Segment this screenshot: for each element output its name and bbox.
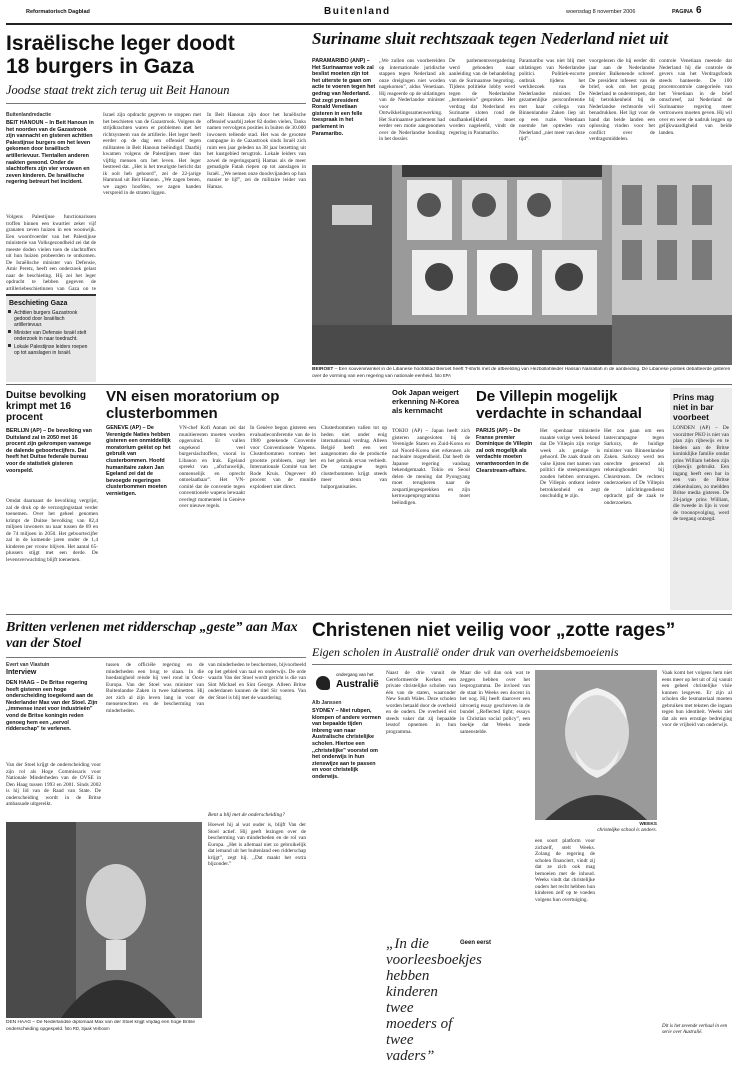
bullet-icon: [8, 344, 11, 347]
villepin-col3: Het zou gaan om een lastercampagne tegen Sarkozy, de huidige minister van Binnenlandse Zaken. Sarkozy werd ten onrechte genoemd als rekeninghouder bij Clearstream. De rechters onderzoeken of De Villepin de inlichtingendienst opdracht gaf de zaak te onderzoeken.: [604, 428, 664, 506]
weeks-caption: [535, 822, 657, 834]
prins-body: LONDEN (AP) – De voorzitter PKO is niet van plan zijn rijbewijs en te bieden aan de Britse koninklijke familie omdat prins William hebben zijn rijbewijs gebruikt. Een ingang heeft een bar in een van de Britse ziekenhuizen, zo meldden Britse media gisteren. De 24-jarige prins William, die tweede in lijn is voor de troonopvolging, werd de toegang ontzegd.: [673, 425, 729, 522]
christenen-col2: Naast de drie vanuit de Gereformeerde Kerken een private christelijke scholen van één van de staten, waaronder New South Wales. Deze scholen worden betaald door de overheid en de ouders. De overheid eist steeds vaker dat zij bepaalde lesstof opnemen in hun programma.: [386, 670, 456, 735]
gaza-box-item: Lokale Palestijnse leiders roepen op tot aanslagen in Israël.: [6, 343, 96, 357]
header-date: woensdag 8 november 2006: [566, 9, 636, 15]
newspaper-name: Reformatorisch Dagblad: [26, 9, 90, 15]
gaza-col2: Israel zijn opdracht gegeven te stoppen met het beschieten van de Gazastrook. Volgens de strijdkrachten waren er problemen met het richtsysteem van de artillerie. Het leger heeft eerder op de dag een offensief tegen militanten in Beit Hanoun beëindigd. Daarbij kwamen volgens de Palestijnen meer dan vijftig mensen om het leven. Het leger bestreed dat. ,,Het is het treurigste bericht dat ik ooit heb gehoord”, zei de 22-jarige Hammad uit Beit Hanoun. ,,We zagen benen, we zagen hoofden, we zagen handen verspreid in de straten liggen.: [103, 112, 201, 196]
stoel-col2: tussen de officiële regering en de minderheden een brug te slaan. In die hoedanigheid reisde hij veel rond in Oost-Europa. Van der Stoel was minister van Buitenlandse Zaken in twee kabinetten. Hij zet zich al zijn leven lang in voor de mensenrechten en de bescherming van minderheden.: [106, 662, 204, 714]
stoel-question: Bent u blij met de onderscheiding?: [208, 812, 285, 818]
suriname-col2: ,,We zullen ons voorbereiden op internationale juridische stappen tegen Nederland als onze dreigingen niet worden nagekomen”, aldus Venetiaan. Hij reageerde op de uitlatingen van de Nederlandse minister voor Ontwikkelingssamenwerking. Het Surinaamse parlement had eerder een motie aangenomen over de Nederlandse houding in het dossier.: [379, 58, 445, 142]
vn-col4: Clusterbommen vallen tot op heden niet onder enig internationaal verdrag. Alleen België heeft een wet aangenomen die de productie en het gebruik ervan verbiedt. De campagne tegen clusterbommen krijgt steeds meer steun van hulporganisaties.: [321, 425, 387, 490]
vn-col3: In Genève begon gisteren een evaluatieconferentie van de in 1980 getekende Conventie voor Conventionele Wapens. Clusterbommen vormen het grootste probleem, zegt het Internationale Comité van het Rode Kruis. Ongeveer 40 procent van de munitie explodeert niet direct.: [250, 425, 316, 490]
kangaroo-icon: [316, 676, 330, 690]
stoel-photo: [6, 822, 202, 1018]
stoel-photo-caption: DEN HAAG – De Nederlandse diplomaat Max van der Stoel krijgt vrijdag een hoge Britse onderscheiding opgespeld. foto RD, Sjaak Verboom: [6, 1020, 196, 1032]
weeks-photo: [535, 670, 657, 820]
christenen-byline: Alb Janssen: [312, 700, 342, 706]
mid-rule: [6, 384, 732, 385]
christenen-subhead: Eigen scholen in Australië onder druk van overheidsbemoeienis: [312, 645, 619, 659]
gaza-col3: In Beit Hanoun zijn door het Israëlische offensief waarbij zeker 82 doden vielen, Tanks namen vervolgens posities in buiten de 30.000 inwoners tellende stad. Het was de grootste campagne in de Gazastrook sinds Israël zich ruim een jaar geleden na 38 jaar bezetting uit het kustgebied terugtrok. Lokale leiders van zowel de regeringspartij Hamas als de meer gematigde Fatah riepen op tot aanslagen in Israël. ,,We nemen onze doodsvijanden op hun manier te lijf”, zei de militaire leider van Hamas.: [207, 112, 306, 190]
gaza-lead: BEIT HANOUN – In Beit Hanoun in het noorden van de Gazastrook zijn vannacht en gisteren achttien Palestijnse burgers om het leven gekomen door Israëlisch artillerievuur. Tientallen anderen raakten gewond. Onder de slachtoffers zijn vier vrouwen en zeven kinderen. De Israëlische regering betreurt het incident.: [6, 120, 94, 186]
header-rule: [6, 23, 732, 25]
prins-headline: Prins mag niet in bar voorbeet: [673, 392, 715, 422]
stoel-divider: [6, 657, 306, 658]
logo-title: Australië: [336, 679, 379, 690]
gaza-box-item: Achttien burgers Gazastrook gedood door Israëlisch artillerievuur.: [6, 309, 96, 329]
australia-logo: [312, 670, 382, 698]
caption-text: Een souvenirwinkel in de Libanese hoofdstad Beiroet heeft T-shirts met de afbeelding van Hezbollahleider Hassan Nasrallah in de aanbieding. De Libanese politiek debatteerde gisteren over de vorming van een regering van nationale eenheid.: [312, 367, 731, 379]
stoel-col1: Van der Stoel krijgt de onderscheiding voor zijn rol als Hoge Commissaris voor Nationale Minderheden van de OVSE in Den Haag tussen 1993 en 2001. Sinds 2002 is hij lid van de Raad van State. De onderscheiding wordt in de Britse ambassade uitgereikt.: [6, 762, 101, 807]
bullet-icon: [8, 310, 11, 313]
page-number: 6: [696, 5, 702, 16]
stoel-lead: DEN HAAG – De Britse regering heeft gisteren een hoge onderscheiding toegekend aan de Nederlander Max van der Stoel. Zijn ,,immense inzet voor industrieën” vond de Britse koningin reden genoeg hem een ,,eervol ridderschap” te verlenen.: [6, 680, 98, 733]
korea-body: TOKIO (AP) – Japan heeft zich gisteren aangesloten bij de Verenigde Staten en Zuid-Korea en zal Noord-Korea niet erkennen als nucleaire mogendheid. Dat heeft de Japanse regering vandaag bekendgemaakt. Tokio en Seoul delen de mening dat Pyongyang moet terugkeren naar de zespartijengesprekken en zijn kernwapenprogramma moet beëindigen.: [392, 428, 470, 506]
vn-headline: VN eisen moratorium op clusterbommen: [106, 388, 280, 422]
prins-box: [670, 388, 732, 610]
duitse-headline: Duitse bevolking krimpt met 16 procent: [6, 390, 87, 423]
weeks-portrait: [535, 670, 657, 820]
suriname-col4: Paramaribo was niet blij met uitlatingen van Nederlandse politici. Politiek-escorte ontbrak tijdens het werkbezoek van de Nederlandse minister. De gezamenlijke persconferentie met haar collega van Binnenlandse Zaken liep uit op een ruzie. Venetiaan noemde het optreden van Nederland ,,niet meer van deze tijd”.: [519, 58, 585, 142]
lower-rule: [6, 614, 732, 615]
photo-credit: foto EPA: [434, 373, 451, 378]
section-title: Buitenland: [324, 6, 391, 17]
weeks-name: WEEKS: [639, 822, 657, 827]
beirut-photo-illustration: [312, 165, 732, 365]
christenen-subhead2: Geen eerst: [460, 940, 492, 946]
vn-col2: VN-chef Kofi Annan zei dat munitieresten moeten worden opgeruimd. Er vallen ongekend veel burgerslachtoffers, vooral in Libanon en Irak. Egeland spreekt van ,,afschuwelijk, onmenselijk en oprecht ontoelaatbaar”. Het VN-comité dat de conventie tegen conventionele wapens bewaakt overlegt momenteel in Genève over nieuwe regels.: [179, 425, 245, 509]
caption-label: BEIROET: [312, 367, 334, 372]
korea-headline: Ook Japan weigert erkenning N-Korea als kernmacht: [392, 388, 460, 415]
duitse-body: Omdat daarnaast de bevolking vergrijst, zal de druk op de verzorgingsstaat verder toenemen. Over het geheel genomen krimpt de Duitse bevolking van 82,4 miljoen inwoners nu naar tussen de 69 en de 74 miljoen in 2050. Het geboortecijfer zal in de komende jaren onder de 1,4 kinderen per vrouw blijven. Het aantal 65-plussers stijgt met een derde. De levensverwachting blijft toenemen.: [6, 498, 98, 563]
gaza-byline: Buitenlandredactie: [6, 112, 52, 118]
villepin-col2: Het openbaar ministerie maakte vorige week bekend dat De Villepin zijn vorige week als getuige is gehoord. De zaak draait om valse lijsten met namen van politici die steekpenningen zouden hebben ontvangen. De Villepin ontkent iedere betrokkenheid en zegt onschuldig te zijn.: [540, 428, 600, 499]
stoel-portrait: [6, 822, 202, 1018]
suriname-lead: PARAMARIBO (ANP) – Het Surinaamse volk zal beslist moeten zijn tot het uiterste te gaan om actie te voeren tegen het gedrag van Nederland. Dat zegt president Ronald Venetiaan gisteren in een felle toespraak in het parlement in Paramaribo.: [312, 58, 376, 137]
gaza-subhead: Joodse staat trekt zich terug uit Beit Hanoun: [6, 83, 230, 97]
gaza-col1: Volgens Palestijnse functionarissen troffen binnen een kwartier zeker vijf granaten zeven huizen in een woonwijk. Een woordvoerder van het Palestijnse ministerie van Volksgezondheid zei dat de meeste doden vielen toen de slachtoffers uit hun huizen probeerden te ontkomen. De Israëlische minister van Defensie, Amir Peretz, heeft een onderzoek gelast naar de beschieting. Hij zei het leger opdracht te hebben gegeven de artilleriebeschietingen van Gaza op te: [6, 214, 96, 290]
christenen-col5: een soort platform voor zichzelf, stelt Weeks. Zolang de regering de scholen financiert, vindt zij dat ze zich ook mag bemoeien met de inhoud. Weeks vindt dat christelijke ouders het recht hebben hun kinderen zelf op te voeden volgens hun overtuiging.: [535, 838, 595, 903]
christenen-divider: [312, 664, 732, 665]
logo-caption: ondergang van het: [336, 672, 374, 677]
suriname-col6: controle Venetiaan meende dat Nederland hij die controle de gevers van het Verdragsfonds steeds hanteerde. De 100 procentcontrole categorieën van het Venetiaan in de brief omschreef, zal Nederland de Surinaamse regering meer vertrouwen moeten geven. Hij wil over en weer de nadruk leggen op gelijkwaardigheid van beide landen.: [659, 58, 732, 136]
stoel-col4: Hoewel hij al wat ouder is, blijft Van der Stoel actief. Hij geeft lezingen over de bescherming van minderheden en de rol van Europa. ,,Het is allemaal niet zo gebruikelijk dat iemand uit het buitenland een ridderschap krijgt”, zegt hij. ,,Dat maakt het extra bijzonder.”: [208, 822, 306, 867]
christenen-headline: Christenen niet veilig voor „zotte rages”: [312, 620, 676, 641]
stoel-kicker: Interview: [6, 669, 37, 676]
stoel-byline: Evert van Vlastuin: [6, 662, 50, 668]
gaza-headline: Israëlische leger doodt 18 burgers in Gaza: [6, 32, 235, 78]
suriname-headline: Suriname sluit rechtszaak tegen Nederland niet uit: [312, 29, 669, 48]
stoel-headline: Britten verlenen met ridderschap „geste” aan Max van der Stoel: [6, 620, 298, 651]
suriname-col5: voorgelezen die hij eerder dit jaar aan de Nederlandse premier Balkenende schreef. De president infeeest van de brief, ook om het gezag Nederland te onderstrepen, dat hij betrokkenheid bij de Nederlandse rechtsorde wil benadrukken. Het ligt voor de hand dat beide landen een oplossing vinden voor het conflict over de verdragsmiddelen.: [589, 58, 655, 142]
weeks-caption-text: christelijke school is anders.: [597, 828, 657, 833]
gaza-info-box: [6, 294, 96, 382]
christenen-col3: Maar die wil dan ook wat te zeggen hebben over het lesprogramma. De invloed van de staat in Weeks een docent in het oog. Hij heeft daarover een uitvoerig essay geschreven in de bundel ,,Reflected light; essays in Christian social policy”, een boekje dat Weeks mede samenstelde.: [460, 670, 530, 735]
vn-lead: GENEVE (AP) – De Verenigde Naties hebben gisteren een onmiddellijk moratorium geëist op het gebruik van clusterbommen. Hoofd humanitaire zaken Jan Egeland zei dat de bevoegde regeringen clusterbommen moeten vernietigen.: [106, 425, 171, 497]
gaza-divider: [6, 103, 306, 104]
bullet-icon: [8, 330, 11, 333]
beirut-photo: [312, 165, 732, 365]
christenen-col6: Vaak komt het volgens hem niet eens meer op het uit of zij vanuit een geheel christelijke visie kunnen lesgeven. Er zijn al scholen die lesmateriaal moeten gebruiken met teksten die ingaan tegen hun identiteit. Weeks ziet dat als een ernstige bedreiging voor de vrijheid van onderwijs.: [662, 670, 732, 728]
header-bar: [6, 6, 732, 20]
villepin-lead: PARIJS (AP) – De Franse premier Dominique de Villepin zal ook mogelijk als verdachte moeten verantwoorden in de Clearstream-affaire.: [476, 428, 533, 474]
gaza-box-item: Minister van Defensie Israël stelt onderzoek in naar toedracht.: [6, 329, 96, 343]
stoel-photo-credit: foto RD, Sjaak Verboom: [64, 1026, 110, 1031]
duitse-lead: BERLIJN (AP) – De bevolking van Duitsland zal in 2050 met 16 procent zijn gekrompen vanwege de dalende geboortecijfers. Dat heeft het Duitse federale bureau voor de statistiek gisteren voorspeld.: [6, 428, 92, 474]
suriname-col3: De parlementsvergadering werd gehouden naar aanleiding van de behandeling van de Surinaamse begroting. Tijdens politieke lobby werd tegen de Nederlandse ,,bemoeienis” gesproken. Het verdrag dat Nederland en Suriname sloten rond de onafhankelijkheid moet worden nageleefd, vindt de regering in Paramaribo.: [449, 58, 515, 136]
villepin-headline: De Villepin mogelijk verdachte in schandaal: [476, 388, 642, 422]
christenen-lead: SYDNEY – Niet rubpen, klompen of andere vormen van bepaalde tijden inbreng van naar Australische christelijke scholen. Hiertoe een ,,christelijke” voorstel om het onderwijs in hun zienswijze aan te passen en voor christelijk onderwijs.: [312, 708, 381, 780]
stoel-col3: van minderheden te beschermen, bijvoorbeeld op het gebied van taal en onderwijs. De orde waarin Van der Stoel wordt gericht is die van Sint Michael en Sint George. Alleen Britse onderdanen kunnen de titel Sir voeren. Van der Stoel is blij met de waardering.: [208, 662, 306, 701]
beirut-caption: BEIROET – Een souvenirwinkel in de Libanese hoofdstad Beiroet heeft T-shirts met de afbeelding van Hezbollahleider Hassan Nasrallah in de aanbieding. De Libanese politiek debatteerde gisteren over de vorming van een regering van nationale eenheid. foto EPA: [312, 367, 731, 379]
christenen-quote: „In die voorleesboekjes hebben kinderen twee moeders of twee vaders”: [386, 936, 482, 1064]
page-label: PAGINA: [672, 9, 693, 15]
footer-note: Dit is het zevende verhaal in een serie over Australië.: [662, 1024, 728, 1035]
gaza-box-title: Beschieting Gaza: [9, 300, 68, 307]
